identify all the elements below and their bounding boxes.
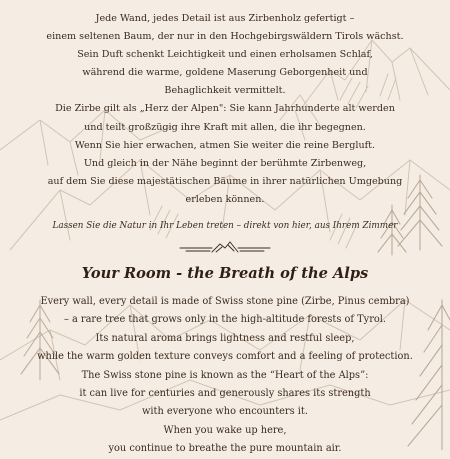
text-line: während die warme, goldene Maserung Geborgenheit und	[82, 67, 368, 79]
text-line: – a rare tree that grows only in the high-altitude forests of Tyrol.	[63, 314, 387, 326]
text-line: einem seltenen Baum, der nur in den Hochgebirgswäldern Tirols wächst.	[46, 31, 404, 43]
text-line: When you wake up here,	[163, 424, 287, 436]
text-line: Sein Duft schenkt Leichtigkeit und einen erholsamen Schlaf,	[77, 49, 373, 61]
text-line: it can live for centuries and generously shares its strength	[79, 387, 371, 399]
text-line: Jede Wand, jedes Detail ist aus Zirbenholz gefertigt –	[95, 13, 355, 24]
text-line: Every wall, every detail is made of Swiss stone pine (Zirbe, Pinus cembra)	[40, 296, 410, 307]
text-line: The Swiss stone pine is known as the “Heart of the Alps”:	[81, 369, 369, 381]
text-line: Und gleich in der Nähe beginnt der berühmte Zirbenweg,	[83, 157, 367, 169]
text-line: und teilt großzügig ihre Kraft mit allen, die ihr begegnen.	[84, 121, 366, 133]
italic-note: Lassen Sie die Natur in Ihr Leben treten – direkt von hier, aus Ihrem Zimmer	[52, 221, 398, 231]
section-heading: Your Room - the Breath of the Alps	[81, 265, 369, 282]
text-line: Its natural aroma brings lightness and restful sleep,	[95, 332, 355, 344]
german-paragraph	[0, 10, 450, 209]
text-line: erleben können.	[185, 193, 265, 205]
text-line: auf dem Sie diese majestätischen Bäume in ihrer natürlichen Umgebung	[47, 175, 403, 187]
text-line: with everyone who encounters it.	[142, 406, 308, 418]
mountain-divider-icon	[176, 239, 274, 257]
text-line: while the warm golden texture conveys comfort and a feeling of protection.	[37, 351, 413, 363]
text-line: you continue to breathe the pure mountain air.	[108, 443, 342, 455]
text-line: Behaglichkeit vermittelt.	[164, 85, 286, 97]
text-line: Die Zirbe gilt als „Herz der Alpen": Sie kann Jahrhunderte alt werden	[55, 103, 395, 115]
text-line: Wenn Sie hier erwachen, atmen Sie weiter die reine Bergluft.	[74, 139, 376, 151]
english-paragraph	[0, 293, 450, 459]
